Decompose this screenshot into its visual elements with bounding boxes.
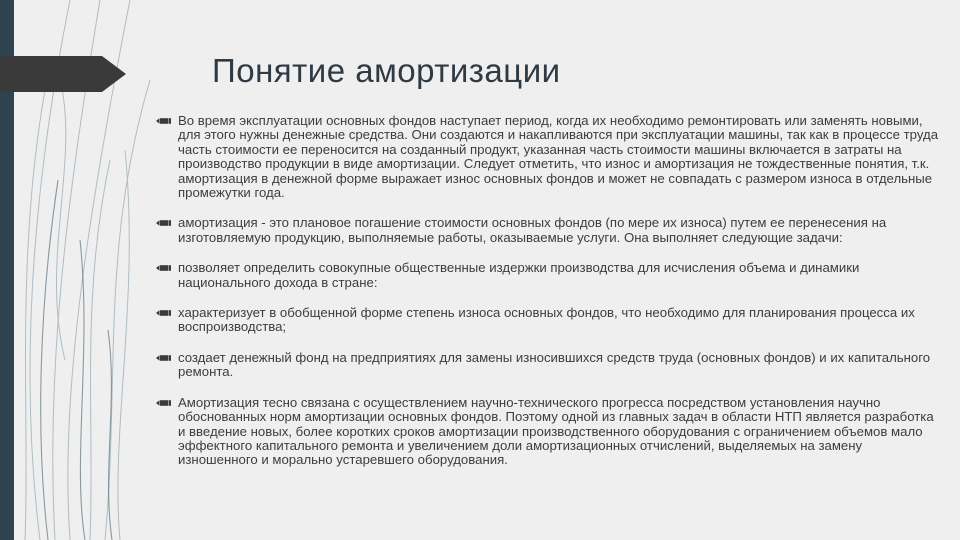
bullet-text: создает денежный фонд на предприятиях для замены износившихся средств труда (основных фондов) и их капитального ремонта. <box>178 349 931 380</box>
slide-title: Понятие амортизации <box>212 52 561 89</box>
list-item <box>178 114 942 200</box>
list-item <box>178 396 942 468</box>
list-item <box>178 306 942 335</box>
bullet-text: характеризует в обобщенной форме степень износа основных фондов, что необходимо для планирования процесса их воспроизводства; <box>178 305 915 335</box>
list-item <box>178 216 942 245</box>
bullet-text: позволяет определить совокупные общественные издержки производства для исчисления объема и динамики национального дохода в стране: <box>178 260 860 290</box>
pencil-icon <box>156 262 171 274</box>
bullet-text: Во время эксплуатации основных фондов наступает период, когда их необходимо ремонтировать или заменять новыми, для этого нужны денежные средства. Они создаются и накапливаются при эксплуатации машины, так как в процессе труда часть стоимости ее переносится на созданный продукт, указанная часть стоимости машины включается в затраты на производство продукции в виде амортизации. Следует отметить, что износ и амортизация не тождественные понятия, т.к. амортизация в денежной форме выражает износ основных фондов и может не совпадать с размером износа в отдельные промежутки года. <box>178 113 939 201</box>
bullet-text: амортизация - это плановое погашение стоимости основных фондов (по мере их износа) путем ее перенесения на изготовляемую продукцию, выполняемые работы, оказываемые услуги. Она выполняет следующие задачи: <box>178 215 887 245</box>
pencil-icon <box>156 307 171 319</box>
list-item <box>178 351 942 380</box>
bullet-list <box>178 114 942 484</box>
decorative-lines-dark <box>41 180 112 540</box>
pencil-icon <box>156 397 171 409</box>
pencil-icon <box>156 352 171 364</box>
pencil-icon <box>156 217 171 229</box>
title-tab <box>0 56 126 92</box>
list-item <box>178 261 942 290</box>
pencil-icon <box>156 115 171 127</box>
bullet-text: Амортизация тесно связана с осуществлением научно-технического прогресса посредством установления научно обоснованных норм амортизации основных фондов. Поэтому одной из главных задач в области НТП является разработка и введение новых, более коротких сроков амортизации производственного оборудования с ограничением объемов мало эффектного капитального ремонта и увеличением доли амортизационных отчислений, выделяемых на замену изношенного и морально устаревшего оборудования. <box>178 394 934 468</box>
